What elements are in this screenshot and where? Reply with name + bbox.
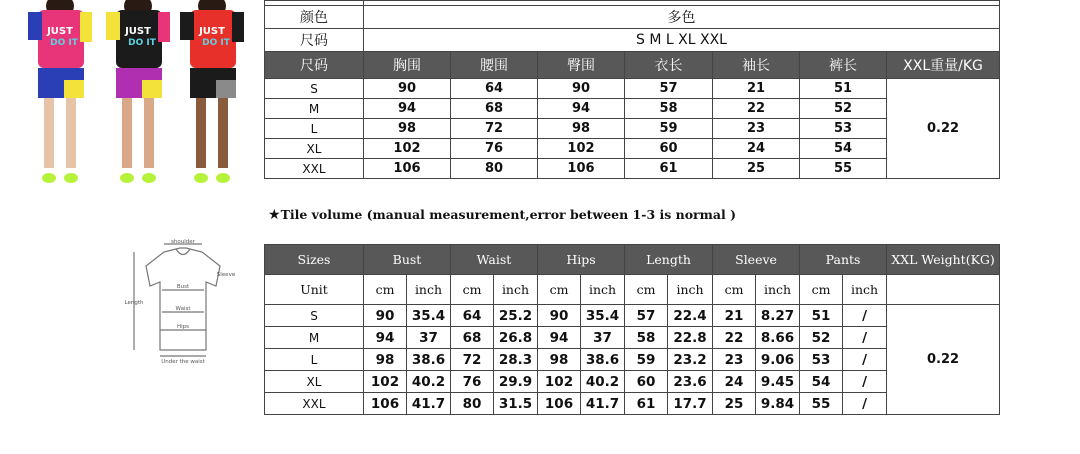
unit-cell: inch xyxy=(843,275,887,305)
shirt-text: DO IT xyxy=(202,38,230,48)
header-cell: Sleeve xyxy=(713,245,800,275)
value-cell: 54 xyxy=(800,371,843,393)
size-cell: M xyxy=(265,327,364,349)
value-cell: 52 xyxy=(800,327,843,349)
unit-cell: inch xyxy=(494,275,538,305)
unit-cell: cm xyxy=(538,275,581,305)
value-cell: 60 xyxy=(625,139,713,159)
value-cell: 51 xyxy=(800,79,887,99)
value-cell: 25.2 xyxy=(494,305,538,327)
value-cell: 68 xyxy=(451,99,538,119)
unit-cell: cm xyxy=(713,275,756,305)
value-cell: 35.4 xyxy=(581,305,625,327)
unit-cell: inch xyxy=(668,275,713,305)
value-cell: 98 xyxy=(364,349,407,371)
diagram-label: shoulder xyxy=(171,239,195,245)
value-cell: 31.5 xyxy=(494,393,538,415)
value-cell: 106 xyxy=(538,393,581,415)
value-cell: 38.6 xyxy=(407,349,451,371)
value-cell: 35.4 xyxy=(407,305,451,327)
shirt-text: JUST xyxy=(47,26,73,37)
value-cell: 58 xyxy=(625,327,668,349)
value-cell: 94 xyxy=(538,327,581,349)
size-cell: XL xyxy=(265,371,364,393)
color-value: 多色 xyxy=(364,6,1000,29)
diagram-label: Length xyxy=(124,300,144,306)
header-cell: Length xyxy=(625,245,713,275)
value-cell: 76 xyxy=(451,371,494,393)
value-cell: 58 xyxy=(625,99,713,119)
value-cell: 94 xyxy=(538,99,625,119)
value-cell: 24 xyxy=(713,371,756,393)
value-cell: 9.84 xyxy=(756,393,800,415)
value-cell: / xyxy=(843,371,887,393)
value-cell: 90 xyxy=(538,79,625,99)
unit-cell: cm xyxy=(625,275,668,305)
diagram-label: Hips xyxy=(176,324,190,330)
value-cell: 102 xyxy=(538,139,625,159)
unit-label: Unit xyxy=(265,275,364,305)
size-cell: L xyxy=(265,119,364,139)
value-cell: 72 xyxy=(451,349,494,371)
header-cell: 袖长 xyxy=(713,52,800,79)
unit-cell: cm xyxy=(800,275,843,305)
value-cell: 98 xyxy=(364,119,451,139)
value-cell: 59 xyxy=(625,349,668,371)
value-cell: 53 xyxy=(800,349,843,371)
diagram-label: Bust xyxy=(176,284,190,290)
value-cell: 98 xyxy=(538,349,581,371)
header-cell: 衣长 xyxy=(625,52,713,79)
measurement-diagram xyxy=(120,238,245,366)
value-cell: / xyxy=(843,305,887,327)
header-cell: Pants xyxy=(800,245,887,275)
shirt-text: DO IT xyxy=(128,38,156,48)
size-cell: M xyxy=(265,99,364,119)
value-cell: 55 xyxy=(800,393,843,415)
value-cell: 8.27 xyxy=(756,305,800,327)
size-cell: XL xyxy=(265,139,364,159)
measurement-note xyxy=(268,207,736,223)
value-cell: 94 xyxy=(364,99,451,119)
header-cell: Hips xyxy=(538,245,625,275)
value-cell: 9.06 xyxy=(756,349,800,371)
shirt-text: DO IT xyxy=(50,38,78,48)
value-cell: 40.2 xyxy=(581,371,625,393)
value-cell: / xyxy=(843,327,887,349)
unit-cell: inch xyxy=(756,275,800,305)
value-cell: 22.4 xyxy=(668,305,713,327)
size-cell: XXL xyxy=(265,159,364,179)
header-cell: 腰围 xyxy=(451,52,538,79)
value-cell: 94 xyxy=(364,327,407,349)
table-row xyxy=(265,79,1000,99)
value-cell: 102 xyxy=(364,139,451,159)
size-table-en xyxy=(264,244,1000,415)
value-cell: 80 xyxy=(451,159,538,179)
unit-cell: cm xyxy=(364,275,407,305)
value-cell: / xyxy=(843,349,887,371)
unit-cell: cm xyxy=(451,275,494,305)
value-cell: 68 xyxy=(451,327,494,349)
value-cell: 57 xyxy=(625,305,668,327)
value-cell: 51 xyxy=(800,305,843,327)
value-cell: 41.7 xyxy=(407,393,451,415)
value-cell: 106 xyxy=(538,159,625,179)
value-cell: 37 xyxy=(407,327,451,349)
value-cell: 61 xyxy=(625,159,713,179)
value-cell: 90 xyxy=(364,305,407,327)
value-cell: 23 xyxy=(713,119,800,139)
header-cell: 裤长 xyxy=(800,52,887,79)
table-row xyxy=(265,305,1000,327)
table-header xyxy=(265,245,1000,275)
value-cell: 25 xyxy=(713,393,756,415)
header-cell: Waist xyxy=(451,245,538,275)
value-cell: 22 xyxy=(713,99,800,119)
value-cell: 60 xyxy=(625,371,668,393)
diagram-label: Waist xyxy=(175,306,191,312)
value-cell: 26.8 xyxy=(494,327,538,349)
value-cell: 8.66 xyxy=(756,327,800,349)
value-cell: 21 xyxy=(713,79,800,99)
model-black xyxy=(106,0,170,183)
size-value: S M L XL XXL xyxy=(364,29,1000,52)
value-cell: 21 xyxy=(713,305,756,327)
value-cell: 23.2 xyxy=(668,349,713,371)
value-cell: 22.8 xyxy=(668,327,713,349)
size-cell: L xyxy=(265,349,364,371)
note-text: Tile volume (manual measurement,error between 1-3 is normal ) xyxy=(280,207,736,222)
value-cell: 23.6 xyxy=(668,371,713,393)
weight-cell: 0.22 xyxy=(887,305,1000,415)
model-pink xyxy=(28,0,92,183)
value-cell: 90 xyxy=(538,305,581,327)
weight-cell: 0.22 xyxy=(887,79,1000,179)
header-cell: 尺码 xyxy=(265,52,364,79)
header-cell: 胸围 xyxy=(364,52,451,79)
value-cell: 38.6 xyxy=(581,349,625,371)
value-cell: 72 xyxy=(451,119,538,139)
value-cell: 102 xyxy=(538,371,581,393)
value-cell: 23 xyxy=(713,349,756,371)
value-cell: 52 xyxy=(800,99,887,119)
value-cell: 76 xyxy=(451,139,538,159)
value-cell: 59 xyxy=(625,119,713,139)
color-label: 颜色 xyxy=(265,6,364,29)
value-cell: 29.9 xyxy=(494,371,538,393)
value-cell: 106 xyxy=(364,159,451,179)
value-cell: 9.45 xyxy=(756,371,800,393)
header-cell: Bust xyxy=(364,245,451,275)
shirt-text: JUST xyxy=(199,26,225,37)
value-cell: 40.2 xyxy=(407,371,451,393)
header-cell: 臀围 xyxy=(538,52,625,79)
value-cell: 55 xyxy=(800,159,887,179)
value-cell: / xyxy=(843,393,887,415)
product-photo xyxy=(20,0,250,195)
header-cell: Sizes xyxy=(265,245,364,275)
value-cell: 61 xyxy=(625,393,668,415)
diagram-label: Sleeve xyxy=(216,272,236,278)
unit-row xyxy=(265,275,1000,305)
model-red xyxy=(180,0,244,183)
value-cell: 41.7 xyxy=(581,393,625,415)
value-cell: 64 xyxy=(451,79,538,99)
value-cell: 24 xyxy=(713,139,800,159)
value-cell: 37 xyxy=(581,327,625,349)
value-cell: 57 xyxy=(625,79,713,99)
header-cell: XXL重量/KG xyxy=(887,52,1000,79)
size-label: 尺码 xyxy=(265,29,364,52)
size-table-cn xyxy=(264,0,1000,179)
value-cell: 28.3 xyxy=(494,349,538,371)
value-cell: 106 xyxy=(364,393,407,415)
value-cell: 54 xyxy=(800,139,887,159)
value-cell: 64 xyxy=(451,305,494,327)
value-cell: 102 xyxy=(364,371,407,393)
size-cell: S xyxy=(265,79,364,99)
shirt-text: JUST xyxy=(125,26,151,37)
header-cell: XXL Weight(KG) xyxy=(887,245,1000,275)
value-cell: 17.7 xyxy=(668,393,713,415)
value-cell: 80 xyxy=(451,393,494,415)
diagram-label: Under the waist xyxy=(161,359,205,365)
value-cell: 25 xyxy=(713,159,800,179)
table-header xyxy=(265,52,1000,79)
value-cell: 53 xyxy=(800,119,887,139)
value-cell: 22 xyxy=(713,327,756,349)
unit-cell: inch xyxy=(581,275,625,305)
size-cell: S xyxy=(265,305,364,327)
star-icon: ★ xyxy=(268,207,281,223)
size-cell: XXL xyxy=(265,393,364,415)
value-cell: 98 xyxy=(538,119,625,139)
value-cell: 90 xyxy=(364,79,451,99)
unit-cell: inch xyxy=(407,275,451,305)
